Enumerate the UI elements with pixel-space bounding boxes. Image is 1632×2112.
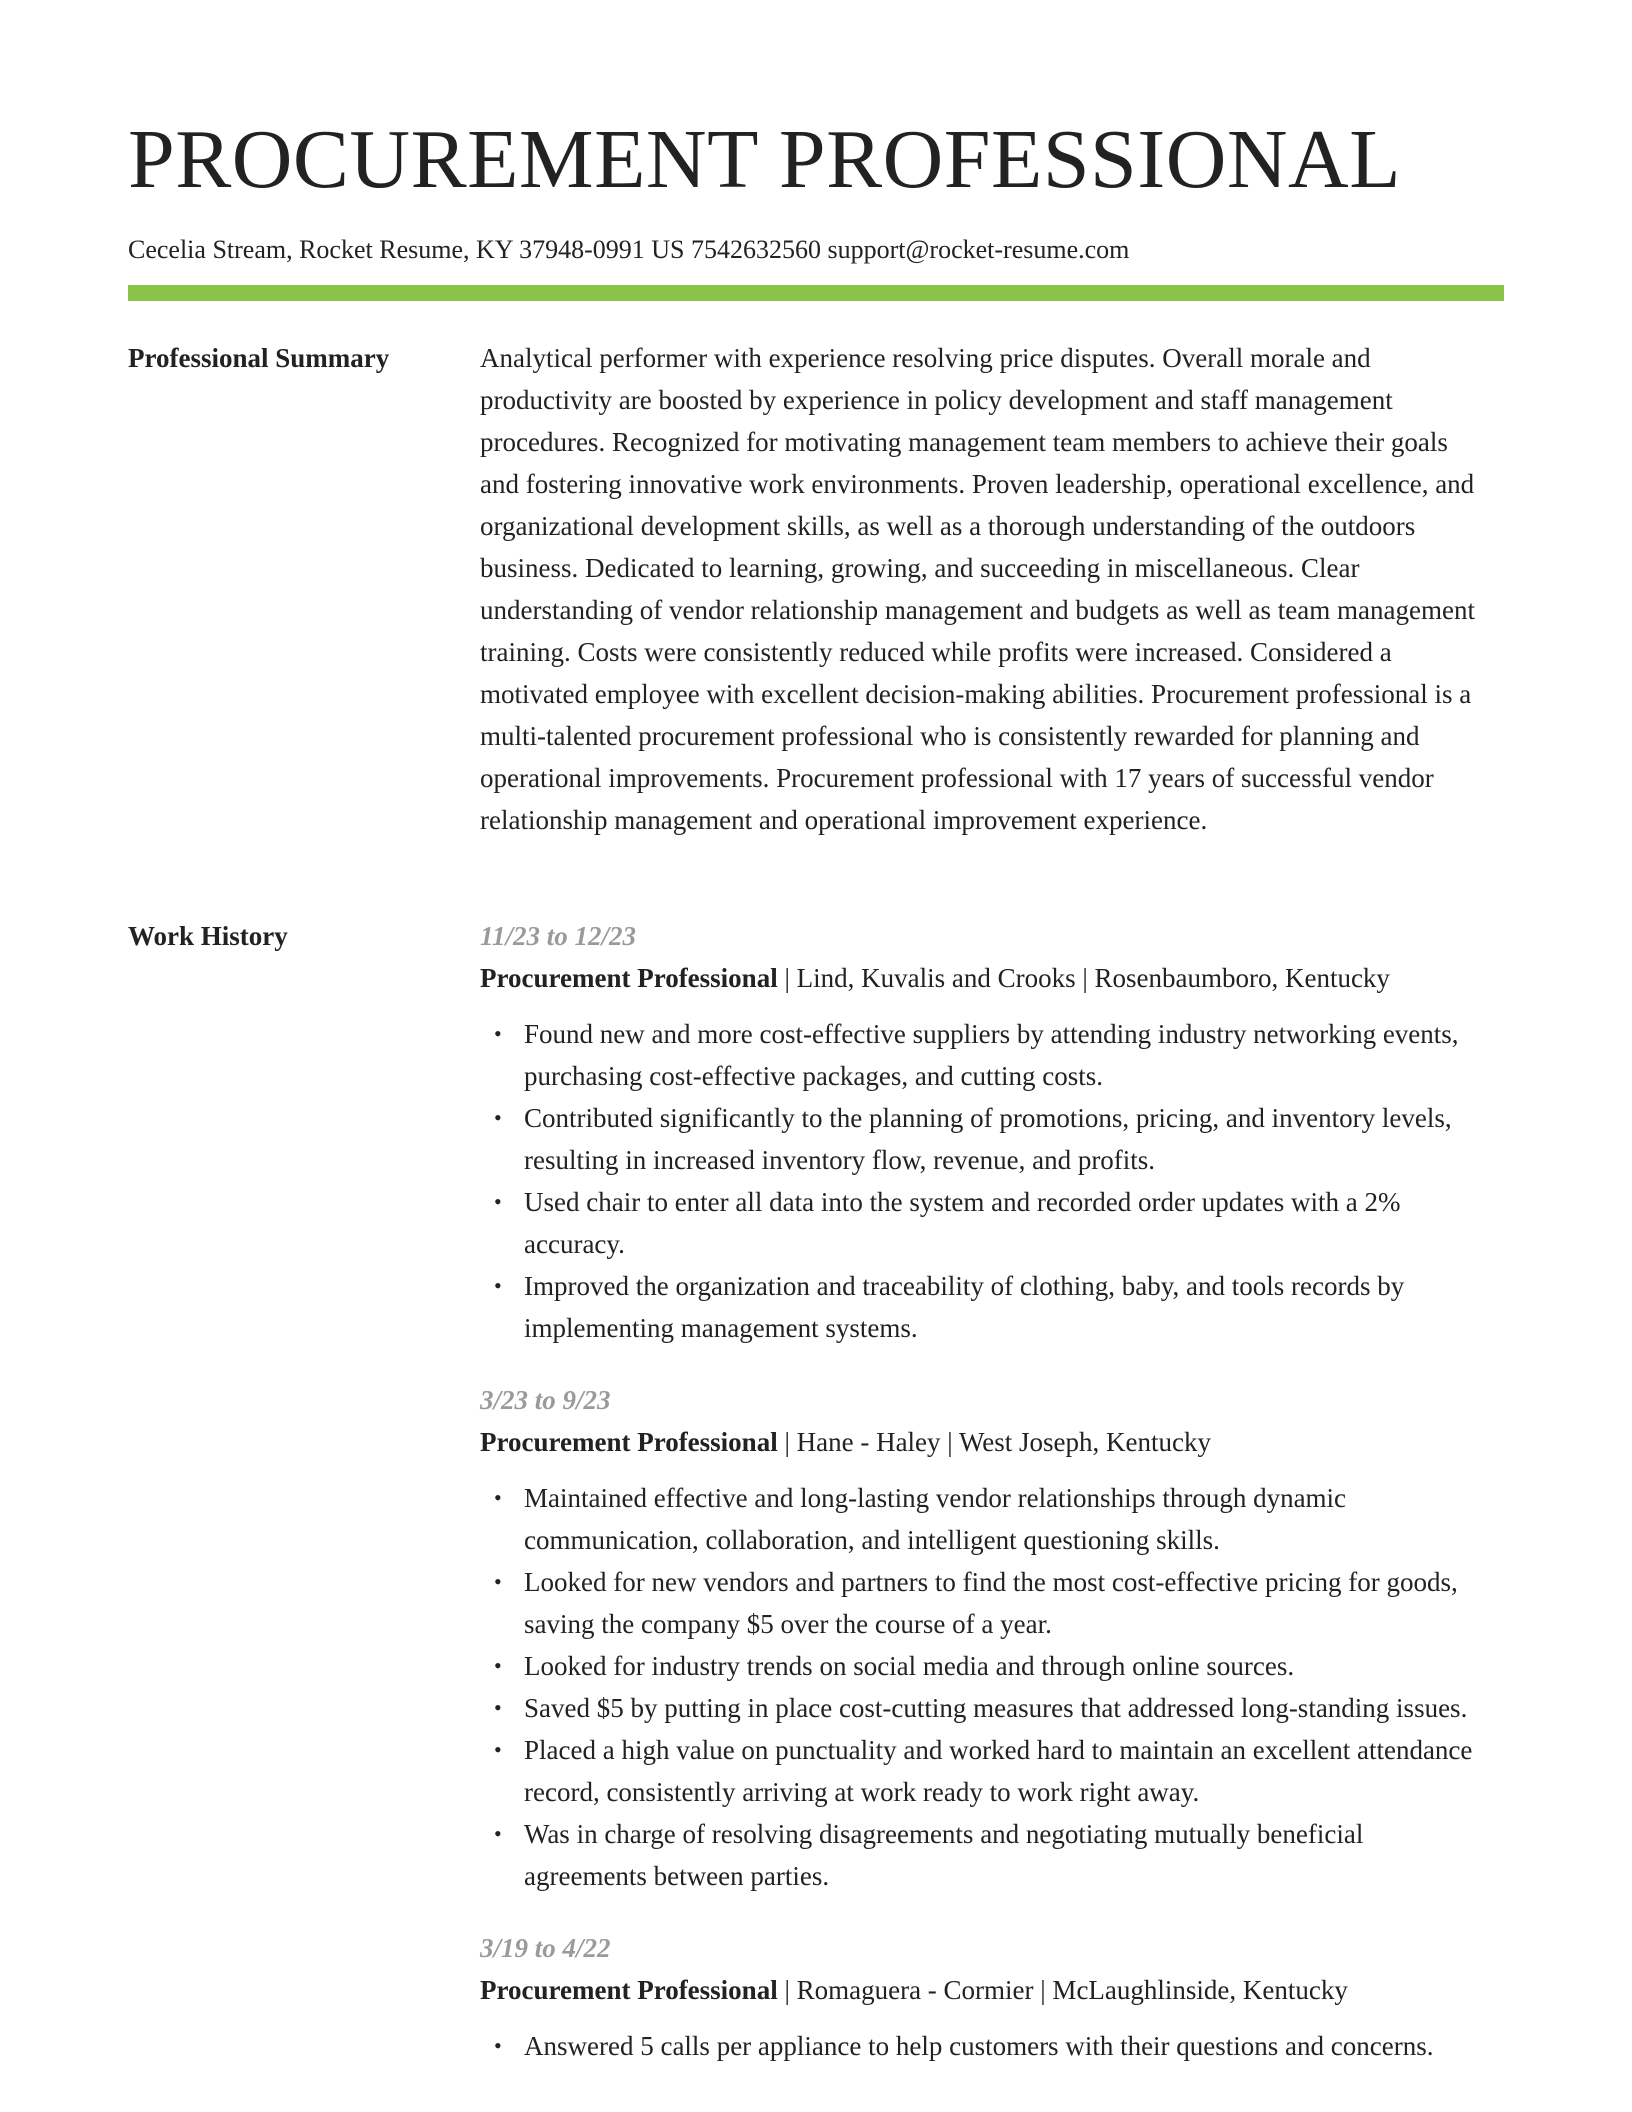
job-title: Procurement Professional (480, 1975, 778, 2005)
job-heading-line (480, 1421, 1480, 1463)
header-divider (128, 285, 1504, 301)
bullet-icon: • (494, 1653, 502, 1678)
job-employer-location: | Romaguera - Cormier | McLaughlinside, Kentucky (777, 1975, 1348, 2005)
bullet-text: Found new and more cost-effective suppliers by attending industry networking events, purchasing cost-effective packages, and cutting costs. (524, 1019, 1459, 1091)
bullet-text: Placed a high value on punctuality and worked hard to maintain an excellent attendance record, consistently arriving at work ready to work right away. (524, 1735, 1473, 1807)
list-item (494, 1477, 1480, 1561)
job-heading-line (480, 957, 1480, 999)
work-history-body (480, 915, 1480, 2097)
job-title: Procurement Professional (480, 1427, 778, 1457)
list-item (494, 1097, 1480, 1181)
bullet-icon: • (494, 2033, 502, 2058)
bullet-icon: • (494, 1021, 502, 1046)
job-entry (480, 1379, 1480, 1897)
job-dates: 3/19 to 4/22 (480, 1933, 611, 1963)
bullet-icon: • (494, 1737, 502, 1762)
list-item (494, 1265, 1480, 1349)
bullet-text: Answered 5 calls per appliance to help customers with their questions and concerns. (524, 2031, 1434, 2061)
bullet-icon: • (494, 1569, 502, 1594)
list-item (494, 1013, 1480, 1097)
job-entry (480, 1927, 1480, 2067)
job-employer-location: | Hane - Haley | West Joseph, Kentucky (777, 1427, 1211, 1457)
list-item (494, 1561, 1480, 1645)
job-entry (480, 915, 1480, 1349)
bullet-text: Saved $5 by putting in place cost-cutting measures that addressed long-standing issues. (524, 1693, 1468, 1723)
list-item (494, 2025, 1480, 2067)
bullet-icon: • (494, 1105, 502, 1130)
bullet-text: Looked for new vendors and partners to find the most cost-effective pricing for goods, saving the company $5 over the course of a year. (524, 1567, 1458, 1639)
professional-summary-body (480, 337, 1480, 841)
bullet-icon: • (494, 1695, 502, 1720)
list-item (494, 1687, 1480, 1729)
professional-summary-label: Professional Summary (128, 343, 390, 373)
bullet-icon: • (494, 1821, 502, 1846)
job-bullet-list (480, 2025, 1480, 2067)
professional-summary-text: Analytical performer with experience resolving price disputes. Overall morale and productivity are boosted by experience in policy development and staff management procedures. Recognized for motivating management team members to achieve their goals and fostering innovative work environments. Proven leadership, operational excellence, and organizational development skills, as well as a thorough understanding of the outdoors business. Dedicated to learning, growing, and succeeding in miscellaneous. Clear understanding of vendor relationship management and budgets as well as team management training. Costs were consistently reduced while profits were increased. Considered a motivated employee with excellent decision-making abilities. Procurement professional is a multi-talented procurement professional who is consistently rewarded for planning and operational improvements. Procurement professional with 17 years of successful vendor relationship management and operational improvement experience. (480, 343, 1475, 835)
bullet-text: Used chair to enter all data into the system and recorded order updates with a 2% accuracy. (524, 1187, 1401, 1259)
job-bullet-list (480, 1013, 1480, 1349)
job-bullet-list (480, 1477, 1480, 1897)
bullet-text: Contributed significantly to the planning of promotions, pricing, and inventory levels, resulting in increased inventory flow, revenue, and profits. (524, 1103, 1452, 1175)
job-employer-location: | Lind, Kuvalis and Crooks | Rosenbaumboro, Kentucky (777, 963, 1390, 993)
bullet-text: Maintained effective and long-lasting vendor relationships through dynamic communication, collaboration, and intelligent questioning skills. (524, 1483, 1347, 1555)
bullet-text: Improved the organization and traceability of clothing, baby, and tools records by implementing management systems. (524, 1271, 1405, 1343)
job-title: Procurement Professional (480, 963, 778, 993)
job-dates: 3/23 to 9/23 (480, 1385, 611, 1415)
job-dates: 11/23 to 12/23 (480, 921, 637, 951)
list-item (494, 1813, 1480, 1897)
bullet-icon: • (494, 1273, 502, 1298)
bullet-icon: • (494, 1189, 502, 1214)
job-heading-line (480, 1969, 1480, 2011)
resume-name-heading: PROCUREMENT PROFESSIONAL (128, 113, 1402, 206)
list-item (494, 1729, 1480, 1813)
contact-line: Cecelia Stream, Rocket Resume, KY 37948-0991 US 7542632560 support@rocket-resume.com (128, 235, 1130, 264)
bullet-icon: • (494, 1485, 502, 1510)
list-item (494, 1645, 1480, 1687)
work-history-label: Work History (128, 921, 288, 951)
list-item (494, 1181, 1480, 1265)
bullet-text: Was in charge of resolving disagreements and negotiating mutually beneficial agreements between parties. (524, 1819, 1364, 1891)
bullet-text: Looked for industry trends on social media and through online sources. (524, 1651, 1295, 1681)
